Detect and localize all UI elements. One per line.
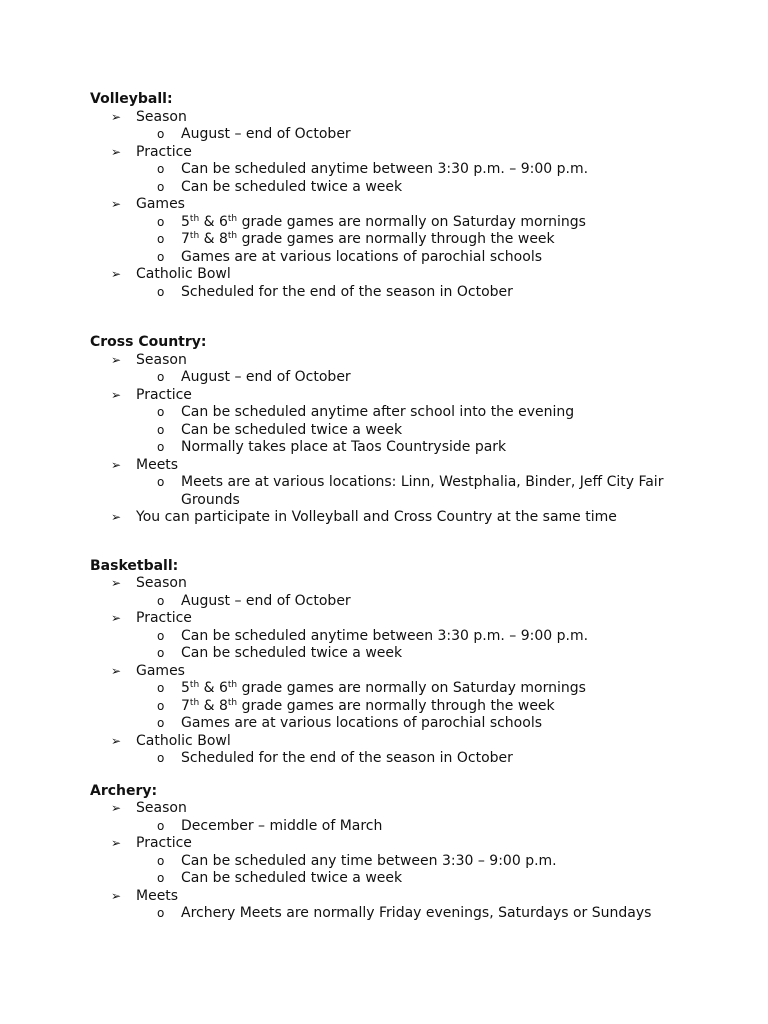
sub-item-text: Games are at various locations of parochial schools [181, 715, 542, 731]
sub-item-text: Can be scheduled anytime after school into the evening [181, 404, 575, 420]
section-heading: Archery: [90, 782, 158, 799]
arrow-bullet-icon: ➢ [111, 109, 122, 124]
outline-item [0, 109, 768, 127]
outline-item-label: Season [136, 351, 187, 368]
sub-item [0, 628, 768, 646]
sub-item-text: Can be scheduled any time between 3:30 – 9:00 p.m. [181, 852, 557, 869]
sub-item [0, 905, 768, 923]
outline-item [0, 610, 768, 628]
sub-item-text: Scheduled for the end of the season in October [181, 283, 513, 300]
circle-bullet-icon: o [157, 716, 165, 730]
circle-bullet-icon: o [157, 698, 165, 713]
section-basketball [0, 558, 768, 768]
sub-item-text: Can be scheduled twice a week [181, 421, 403, 438]
sub-item [0, 231, 768, 249]
sub-item [0, 284, 768, 302]
sub-item [0, 249, 768, 267]
outline-item [0, 457, 768, 475]
sub-item-text: August – end of October [181, 126, 351, 142]
sub-item [0, 853, 768, 871]
sub-item [0, 179, 768, 197]
circle-bullet-icon: o [157, 162, 165, 176]
circle-bullet-icon: o [157, 422, 165, 437]
sub-item [0, 161, 768, 179]
circle-bullet-icon: o [157, 284, 165, 299]
circle-bullet-icon: o [157, 593, 165, 608]
arrow-bullet-icon: ➢ [111, 457, 122, 472]
sub-item-text: 7th & 8th grade games are normally through the week [181, 231, 555, 247]
circle-bullet-icon: o [157, 127, 165, 141]
circle-bullet-icon: o [157, 681, 165, 695]
sub-item [0, 404, 768, 422]
sub-item [0, 818, 768, 836]
sub-item [0, 715, 768, 733]
outline-item [0, 196, 768, 214]
arrow-bullet-icon: ➢ [111, 352, 122, 367]
arrow-bullet-icon: ➢ [111, 611, 122, 625]
sub-item-text: 7th & 8th grade games are normally through the week [181, 697, 555, 714]
arrow-bullet-icon: ➢ [111, 888, 122, 903]
outline-item-label: Practice [136, 386, 192, 403]
circle-bullet-icon: o [157, 646, 165, 660]
sub-item [0, 593, 768, 611]
outline-item-label: Season [136, 575, 187, 591]
sub-item-text: Archery Meets are normally Friday evenings, Saturdays or Sundays [181, 905, 652, 921]
circle-bullet-icon: o [157, 475, 165, 489]
sub-item-text: Games are at various locations of parochial schools [181, 248, 542, 265]
outline-item-label: Games [136, 662, 185, 679]
sub-item [0, 439, 768, 457]
circle-bullet-icon: o [157, 906, 165, 920]
sub-item-text: Can be scheduled anytime between 3:30 p.m. – 9:00 p.m. [181, 627, 589, 644]
sub-item-text: Meets are at various locations: Linn, Westphalia, Binder, Jeff City Fair Grounds [181, 474, 664, 508]
arrow-bullet-icon: ➢ [111, 267, 122, 281]
sub-item-text: August – end of October [181, 592, 351, 609]
sub-item [0, 698, 768, 716]
section-archery [0, 783, 768, 923]
outline-item [0, 663, 768, 681]
section-heading: Cross Country: [90, 334, 207, 350]
arrow-bullet-icon: ➢ [111, 836, 122, 850]
sub-item [0, 126, 768, 144]
outline-item-label: Meets [136, 456, 179, 473]
outline-item [0, 575, 768, 593]
arrow-bullet-icon: ➢ [111, 197, 122, 211]
arrow-bullet-icon: ➢ [111, 663, 122, 678]
arrow-bullet-icon: ➢ [111, 733, 122, 748]
sub-item-text: 5th & 6th grade games are normally on Saturday mornings [181, 680, 586, 696]
outline-item [0, 144, 768, 162]
sub-item [0, 750, 768, 768]
circle-bullet-icon: o [157, 214, 165, 229]
outline-item-label: You can participate in Volleyball and Cross Country at the same time [136, 509, 617, 525]
circle-bullet-icon: o [157, 751, 165, 765]
section-heading: Basketball: [90, 557, 179, 574]
outline-item [0, 509, 768, 527]
sub-item [0, 870, 768, 888]
outline-item-label: Practice [136, 835, 192, 851]
sub-item [0, 214, 768, 232]
outline-item-label: Catholic Bowl [136, 266, 231, 282]
section-crosscountry [0, 334, 768, 527]
sub-item [0, 645, 768, 663]
sub-item-text: Can be scheduled twice a week [181, 645, 403, 661]
sub-item [0, 422, 768, 440]
sub-item [0, 369, 768, 387]
sub-item-text: Can be scheduled twice a week [181, 178, 403, 195]
outline-item-label: Games [136, 196, 185, 212]
outline-item-label: Season [136, 108, 187, 125]
outline-item [0, 266, 768, 284]
outline-item [0, 800, 768, 818]
circle-bullet-icon: o [157, 440, 165, 454]
sub-item-text: 5th & 6th grade games are normally on Saturday mornings [181, 213, 586, 230]
outline-item [0, 733, 768, 751]
circle-bullet-icon: o [157, 628, 165, 643]
outline-item [0, 835, 768, 853]
outline-item [0, 387, 768, 405]
arrow-bullet-icon: ➢ [111, 510, 122, 524]
arrow-bullet-icon: ➢ [111, 801, 122, 815]
arrow-bullet-icon: ➢ [111, 144, 122, 159]
arrow-bullet-icon: ➢ [111, 576, 122, 590]
sub-item-text: August – end of October [181, 369, 351, 385]
circle-bullet-icon: o [157, 370, 165, 384]
outline-item [0, 352, 768, 370]
circle-bullet-icon: o [157, 871, 165, 885]
circle-bullet-icon: o [157, 232, 165, 246]
circle-bullet-icon: o [157, 818, 165, 833]
section-heading: Volleyball: [90, 91, 173, 107]
outline-item-label: Practice [136, 610, 192, 626]
sub-item-text: December – middle of March [181, 817, 383, 834]
section-volleyball [0, 91, 768, 301]
circle-bullet-icon: o [157, 853, 165, 868]
sub-item [0, 474, 768, 509]
arrow-bullet-icon: ➢ [111, 387, 122, 402]
circle-bullet-icon: o [157, 179, 165, 194]
document-page [0, 91, 768, 923]
sub-item-text: Normally takes place at Taos Countryside park [181, 439, 507, 455]
sub-item-text: Can be scheduled twice a week [181, 870, 403, 886]
outline-item-label: Season [136, 800, 187, 816]
outline-item-label: Practice [136, 143, 192, 160]
outline-item-label: Meets [136, 887, 179, 904]
sub-item [0, 680, 768, 698]
circle-bullet-icon: o [157, 249, 165, 264]
outline-item-label: Catholic Bowl [136, 732, 231, 749]
outline-item [0, 888, 768, 906]
circle-bullet-icon: o [157, 405, 165, 419]
sub-item-text: Can be scheduled anytime between 3:30 p.m. – 9:00 p.m. [181, 161, 589, 177]
sub-item-text: Scheduled for the end of the season in October [181, 750, 513, 766]
